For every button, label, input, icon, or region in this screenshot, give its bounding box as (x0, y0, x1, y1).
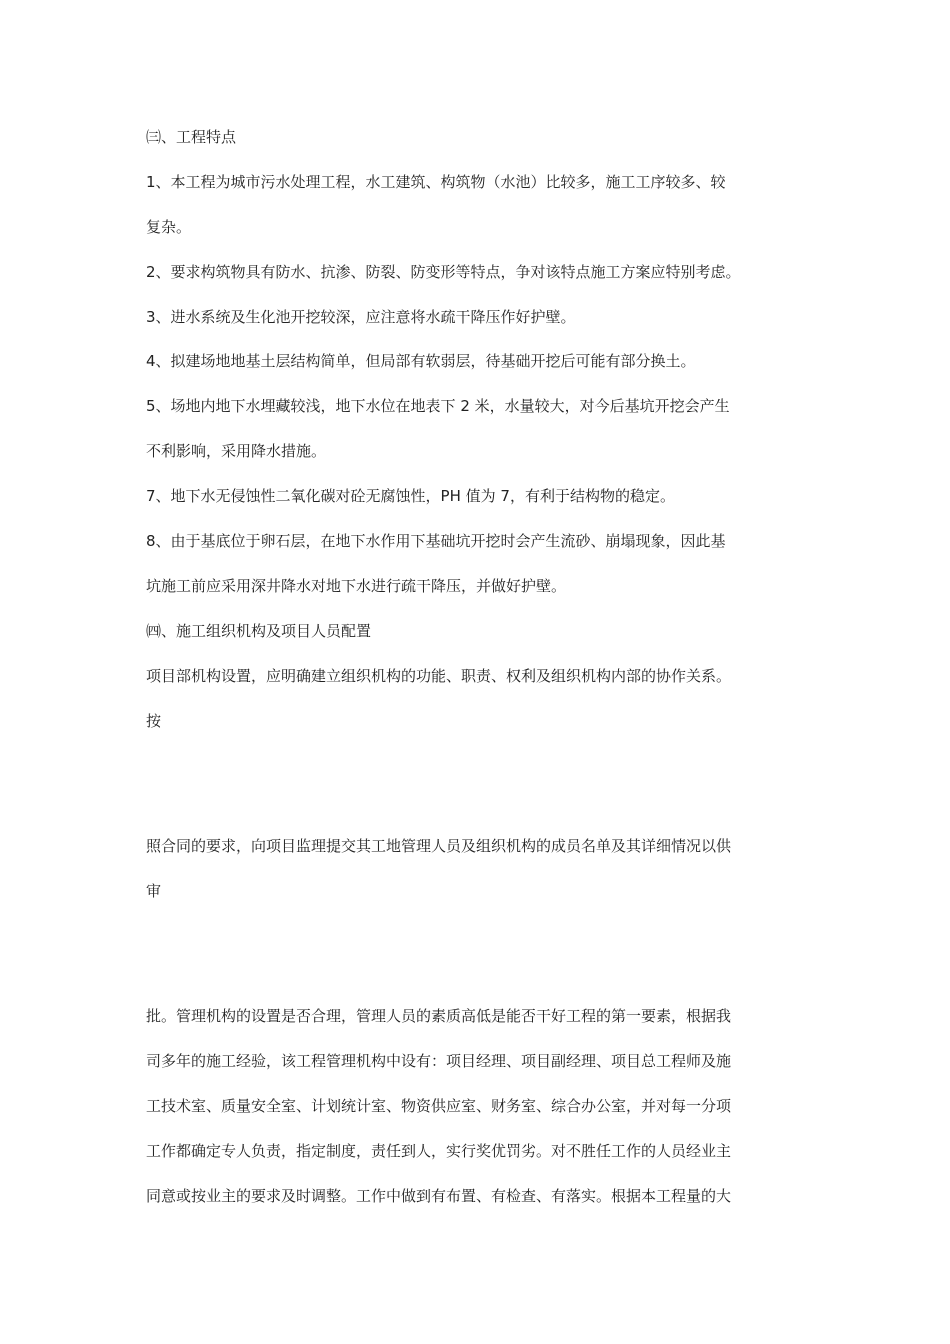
section-heading-project-features: ㈢、工程特点 (146, 128, 237, 146)
paragraph-line: 1、本工程为城市污水处理工程，水工建筑、构筑物（水池）比较多，施工工序较多、较 (146, 173, 726, 191)
paragraph-line: 坑施工前应采用深井降水对地下水进行疏干降压，并做好护壁。 (146, 577, 567, 595)
section-heading-organization: ㈣、施工组织机构及项目人员配置 (146, 622, 372, 640)
paragraph-line: 8、由于基底位于卵石层，在地下水作用下基础坑开挖时会产生流砂、崩塌现象，因此基 (146, 532, 726, 550)
paragraph-line: 审 (146, 882, 162, 900)
paragraph-line: 3、进水系统及生化池开挖较深，应注意将水疏干降压作好护壁。 (146, 308, 576, 326)
paragraph-line: 同意或按业主的要求及时调整。工作中做到有布置、有检查、有落实。根据本工程量的大 (146, 1187, 732, 1205)
paragraph-line: 5、场地内地下水埋藏较浅，地下水位在地表下 2 米，水量较大，对今后基坑开挖会产生 (146, 397, 730, 415)
paragraph-line: 4、拟建场地地基土层结构简单，但局部有软弱层，待基础开挖后可能有部分换土。 (146, 352, 696, 370)
paragraph-line: 不利影响，采用降水措施。 (146, 442, 327, 460)
paragraph-line: 工作都确定专人负责，指定制度，责任到人，实行奖优罚劣。对不胜任工作的人员经业主 (146, 1142, 732, 1160)
paragraph-line: 按 (146, 712, 162, 730)
paragraph-line: 工技术室、质量安全室、计划统计室、物资供应室、财务室、综合办公室，并对每一分项 (146, 1097, 732, 1115)
paragraph-line: 项目部机构设置，应明确建立组织机构的功能、职责、权利及组织机构内部的协作关系。 (146, 667, 732, 685)
paragraph-line: 司多年的施工经验，该工程管理机构中设有：项目经理、项目副经理、项目总工程师及施 (146, 1052, 732, 1070)
paragraph-line: 照合同的要求，向项目监理提交其工地管理人员及组织机构的成员名单及其详细情况以供 (146, 837, 732, 855)
paragraph-line: 复杂。 (146, 218, 192, 236)
paragraph-line: 批。管理机构的设置是否合理，管理人员的素质高低是能否干好工程的第一要素，根据我 (146, 1007, 732, 1025)
paragraph-line: 2、要求构筑物具有防水、抗渗、防裂、防变形等特点，争对该特点施工方案应特别考虑。 (146, 263, 741, 281)
paragraph-line: 7、地下水无侵蚀性二氧化碳对砼无腐蚀性，PH 值为 7，有利于结构物的稳定。 (146, 487, 675, 505)
